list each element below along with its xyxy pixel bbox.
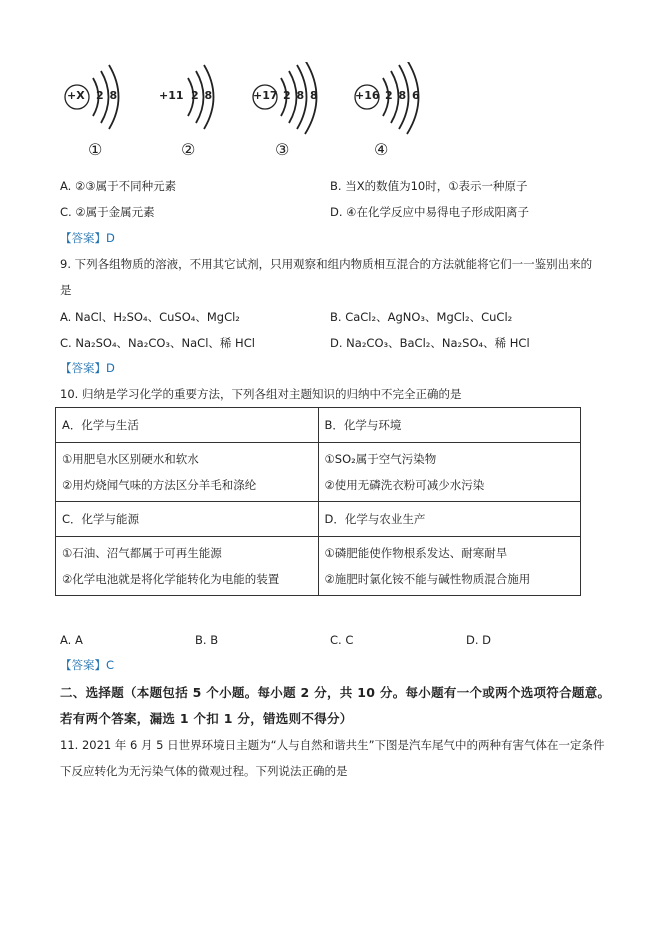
table-item-c2: ②化学电池就是将化学能转化为电能的装置 (62, 572, 280, 586)
atom-1-label: ① (88, 140, 103, 159)
q9-option-c: C. Na₂SO₄、Na₂CO₃、NaCl、稀 HCl (60, 336, 255, 350)
atom-structure-1 (60, 62, 150, 142)
atom-3-label: ③ (275, 140, 290, 159)
table-cell-d-body (318, 537, 581, 596)
q9-option-d: D. Na₂CO₃、BaCl₂、Na₂SO₄、稀 HCl (330, 336, 530, 350)
table-cell-b-head: B．化学与环境 (318, 408, 581, 443)
table-item-b2: ②使用无磷洗衣粉可减少水污染 (324, 478, 485, 492)
table-item-a2: ②用灼烧闻气味的方法区分羊毛和涤纶 (62, 478, 257, 492)
q10-option-a: A. A (60, 633, 83, 647)
section-heading-line1: 二、选择题（本题包括 5 个小题。每小题 2 分，共 10 分。每小题有一个或两个选项符合题意。 (60, 685, 611, 700)
q11-stem-line2: 下反应转化为无污染气体的微观过程。下列说法正确的是 (60, 764, 348, 778)
q8-option-c: C. ②属于金属元素 (60, 205, 155, 219)
q10-option-b: B. B (195, 633, 219, 647)
atom-structure-3 (248, 62, 338, 142)
q8-answer: 【答案】D (60, 231, 115, 245)
q8-option-a: A. ②③属于不同种元素 (60, 179, 177, 193)
atom-structure-3-svg (248, 62, 338, 142)
atom-4-nucleus: +16 (355, 89, 380, 102)
atom-4-electrons: 2 8 6 (385, 89, 421, 102)
table-cell-a-head: A．化学与生活 (56, 408, 319, 443)
atom-structure-4 (350, 62, 440, 142)
atom-2-label: ② (181, 140, 196, 159)
table-item-a1: ①用肥皂水区别硬水和软水 (62, 452, 199, 466)
q8-option-b: B. 当X的数值为10时，①表示一种原子 (330, 179, 528, 193)
atom-3-nucleus: +17 (253, 89, 278, 102)
q8-option-d: D. ④在化学反应中易得电子形成阳离子 (330, 205, 529, 219)
q10-answer: 【答案】C (60, 658, 115, 672)
table-cell-a-body (56, 443, 319, 502)
atom-2-nucleus: +11 (159, 89, 184, 102)
atom-4-label: ④ (374, 140, 389, 159)
table-cell-c-body (56, 537, 319, 596)
q11-stem-line1: 11. 2021 年 6 月 5 日世界环境日主题为“人与自然和谐共生”下图是汽车尾气中的两种有害气体在一定条件 (60, 738, 605, 752)
q9-answer: 【答案】D (60, 361, 115, 375)
q10-stem: 10. 归纳是学习化学的重要方法，下列各组对主题知识的归纳中不完全正确的是 (60, 387, 462, 401)
table-item-d1: ①磷肥能使作物根系发达、耐寒耐旱 (324, 546, 508, 560)
table-row (56, 408, 581, 443)
q10-knowledge-table (55, 407, 581, 596)
table-cell-d-head: D．化学与农业生产 (318, 502, 581, 537)
table-cell-b-body (318, 443, 581, 502)
table-row (56, 443, 581, 502)
atom-3-electrons: 2 8 8 (283, 89, 319, 102)
atom-1-electrons: 2 8 (96, 89, 119, 102)
table-cell-c-head: C．化学与能源 (56, 502, 319, 537)
q9-option-a: A. NaCl、H₂SO₄、CuSO₄、MgCl₂ (60, 310, 240, 324)
table-row (56, 502, 581, 537)
atom-structure-1-svg (60, 62, 150, 142)
table-row (56, 537, 581, 596)
atom-2-electrons: 2 8 (191, 89, 214, 102)
table-item-b1: ①SO₂属于空气污染物 (324, 452, 437, 466)
q9-stem-line1: 9. 下列各组物质的溶液，不用其它试剂，只用观察和组内物质相互混合的方法就能将它们一一鉴别出来的 (60, 257, 593, 271)
q10-option-c: C. C (330, 633, 354, 647)
atom-structure-4-svg (350, 62, 440, 142)
table-item-c1: ①石油、沼气都属于可再生能源 (62, 546, 222, 560)
atom-1-nucleus: +X (67, 89, 85, 102)
atom-structure-2 (155, 62, 245, 142)
atom-structure-2-svg (155, 62, 245, 142)
q9-stem-line2: 是 (60, 283, 72, 297)
table-item-d2: ②施肥时氯化铵不能与碱性物质混合施用 (324, 572, 531, 586)
q10-option-d: D. D (466, 633, 492, 647)
q9-option-b: B. CaCl₂、AgNO₃、MgCl₂、CuCl₂ (330, 310, 513, 324)
section-heading-line2: 若有两个答案，漏选 1 个扣 1 分，错选则不得分） (60, 711, 353, 726)
